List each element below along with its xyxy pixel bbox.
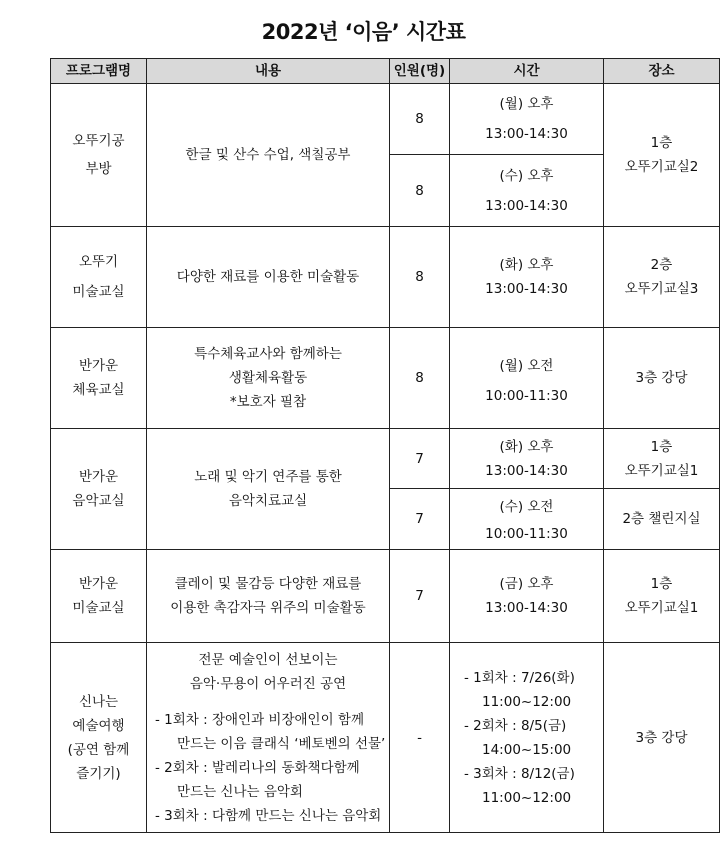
- program-line: 미술교실: [72, 600, 125, 616]
- time-range: 13:00-14:30: [485, 126, 568, 142]
- time-day: (화) 오후: [499, 438, 554, 455]
- program-cell: [51, 429, 147, 550]
- content-cell: [147, 429, 390, 550]
- content-line: 노래 및 악기 연주를 통한: [194, 469, 342, 485]
- time-cell: [450, 155, 604, 227]
- count-cell: 7: [390, 489, 450, 550]
- time-cell: [450, 489, 604, 550]
- session-time: 11:00~12:00: [482, 693, 572, 710]
- content-cell: 다양한 재료를 이용한 미술활동: [147, 227, 390, 328]
- session-item: - 1회차 : 장애인과 비장애인이 함께: [155, 711, 364, 728]
- program-cell: [51, 84, 147, 227]
- session-list: [147, 708, 389, 828]
- content-line: 클레이 및 물감등 다양한 재료를: [174, 576, 362, 592]
- place-line: 1층: [650, 438, 673, 455]
- session-item: - 3회차 : 다함께 만드는 신나는 음악회: [155, 807, 382, 824]
- place-line: 2층: [650, 257, 673, 273]
- place-line: 1층: [650, 576, 673, 592]
- content-cell: 한글 및 산수 수업, 색칠공부: [147, 84, 390, 227]
- place-cell: 3층 강당: [604, 643, 720, 833]
- program-line: (공연 함께: [67, 741, 130, 758]
- place-line: 오뚜기교실3: [624, 281, 699, 297]
- program-cell: [51, 643, 147, 833]
- time-day: (월) 오전: [499, 358, 554, 374]
- time-cell: [450, 84, 604, 155]
- place-line: 1층: [650, 135, 673, 151]
- program-cell: [51, 550, 147, 643]
- count-cell: -: [390, 643, 450, 833]
- program-line: 부방: [85, 161, 112, 177]
- time-day: (수) 오후: [499, 167, 554, 184]
- place-cell: [604, 550, 720, 643]
- time-cell: [450, 643, 604, 833]
- place-cell: [604, 227, 720, 328]
- header-row: [51, 59, 720, 84]
- program-line: 즐기기): [76, 765, 121, 782]
- program-line: 반가운: [78, 358, 119, 374]
- content-line: 특수체육교사와 함께하는: [194, 346, 342, 362]
- count-cell: 8: [390, 155, 450, 227]
- table-row: [51, 643, 720, 833]
- content-line: 음악·무용이 어우러진 공연: [189, 675, 347, 692]
- time-day: (화) 오후: [499, 257, 554, 273]
- header-place: 장소: [604, 59, 720, 84]
- header-time: 시간: [450, 59, 604, 84]
- content-note: *보호자 필참: [229, 394, 307, 410]
- program-line: 신나는: [78, 693, 119, 710]
- time-range: 10:00-11:30: [485, 526, 568, 542]
- page-title: 2022년 ‘이음’ 시간표: [261, 20, 466, 44]
- count-cell: 7: [390, 429, 450, 489]
- content-line: 전문 예술인이 선보이는: [198, 651, 338, 668]
- header-content: 내용: [147, 59, 390, 84]
- program-line: 미술교실: [72, 284, 125, 300]
- program-line: 오뚜기공: [72, 133, 125, 149]
- count-cell: 8: [390, 227, 450, 328]
- time-range: 10:00-11:30: [485, 388, 568, 404]
- time-cell: [450, 328, 604, 429]
- session-time: 14:00~15:00: [482, 741, 572, 758]
- program-line: 음악교실: [72, 493, 125, 509]
- content-cell: [147, 643, 390, 833]
- table-row: [51, 328, 720, 429]
- time-range: 13:00-14:30: [485, 600, 568, 616]
- place-cell: 3층 강당: [604, 328, 720, 429]
- place-line: 오뚜기교실2: [624, 159, 699, 175]
- time-day: (월) 오후: [499, 96, 554, 112]
- schedule-table: [50, 58, 720, 833]
- time-range: 13:00-14:30: [485, 462, 568, 479]
- program-line: 체육교실: [72, 382, 125, 398]
- time-cell: [450, 227, 604, 328]
- session-item: - 2회차 : 발레리나의 동화책다함께: [155, 759, 360, 776]
- place-line: 오뚜기교실1: [624, 462, 699, 479]
- session-item-cont: 만드는 신나는 음악회: [177, 783, 303, 800]
- content-cell: [147, 550, 390, 643]
- header-program: 프로그램명: [51, 59, 147, 84]
- table-row: [51, 429, 720, 489]
- program-cell: [51, 227, 147, 328]
- content-cell: [147, 328, 390, 429]
- time-day: (수) 오전: [499, 499, 554, 515]
- time-range: 13:00-14:30: [485, 197, 568, 214]
- session-time: 11:00~12:00: [482, 789, 572, 806]
- session-date: - 1회차 : 7/26(화): [464, 669, 575, 686]
- table-row: [51, 227, 720, 328]
- header-count: 인원(명): [390, 59, 450, 84]
- time-cell: [450, 429, 604, 489]
- count-cell: 7: [390, 550, 450, 643]
- session-item-cont: 만드는 이음 클래식 ‘베토벤의 선물’: [177, 735, 386, 752]
- content-line: 이용한 촉감자극 위주의 미술활동: [170, 600, 366, 616]
- program-line: 반가운: [78, 469, 119, 485]
- place-cell: 2층 챌린지실: [604, 489, 720, 550]
- time-cell: [450, 550, 604, 643]
- table-row: [51, 84, 720, 155]
- program-cell: [51, 328, 147, 429]
- place-cell: [604, 429, 720, 489]
- program-line: 예술여행: [72, 717, 125, 734]
- content-line: 생활체육활동: [228, 370, 308, 386]
- time-range: 13:00-14:30: [485, 281, 568, 297]
- program-line: 반가운: [78, 576, 119, 592]
- content-line: 음악치료교실: [228, 493, 308, 509]
- count-cell: 8: [390, 84, 450, 155]
- count-cell: 8: [390, 328, 450, 429]
- place-line: 오뚜기교실1: [624, 600, 699, 616]
- session-date: - 2회차 : 8/5(금): [464, 717, 567, 734]
- session-date: - 3회차 : 8/12(금): [464, 765, 575, 782]
- table-row: [51, 550, 720, 643]
- time-day: (금) 오후: [499, 576, 554, 592]
- program-line: 오뚜기: [78, 254, 119, 270]
- place-cell: [604, 84, 720, 227]
